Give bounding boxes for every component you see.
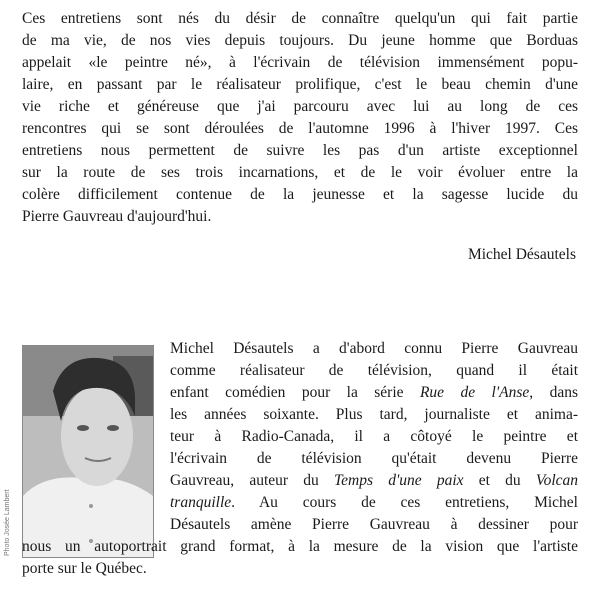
intro-line: sur la route de ses trois incarnations, et de le voir évoluer entre la (22, 164, 578, 181)
intro-line: laire, en passant par le réalisateur prolifique, c'est le beau chemin d'une (22, 76, 578, 93)
bio-line (170, 382, 578, 404)
intro-line: de ma vie, de nos vies depuis toujours. Du jeune homme que Borduas (22, 32, 578, 49)
bio-line: Désautels amène Pierre Gauvreau à dessiner pour (170, 516, 578, 533)
intro-line: entretiens nous permettent de suivre les pas d'un artiste exceptionnel (22, 142, 578, 159)
bio-line: les années soixante. Plus tard, journaliste et anima- (170, 406, 578, 423)
work-title: tranquille (170, 494, 232, 511)
intro-line: Ces entretiens sont nés du désir de connaître quelqu'un qui fait partie (22, 10, 578, 27)
intro-line: appelait «le peintre né», à l'écrivain de télévision immensément popu- (22, 54, 578, 71)
work-title: Temps d'une paix (333, 472, 464, 489)
intro-line: Pierre Gauvreau d'aujourd'hui. (22, 208, 212, 225)
photo-credit: Photo Josée Lambert (4, 489, 11, 556)
intro-line: rencontres qui se sont déroulées de l'automne 1996 à l'hiver 1997. Ces (22, 120, 578, 137)
text: Gauvreau, auteur du (170, 472, 334, 489)
intro-line: colère difficilement contenue de la jeunesse et la sagesse lucide du (22, 186, 578, 203)
bio-line (170, 492, 578, 514)
author-photo (22, 345, 154, 558)
bio-line: porte sur le Québec. (22, 560, 147, 577)
series-title: Rue de l'Anse (419, 384, 530, 401)
bio-line: comme réalisateur de télévision, quand il était (170, 362, 578, 379)
bio-line: l'écrivain de télévision qu'était devenu Pierre (170, 450, 578, 467)
intro-line: vie riche et généreuse que j'ai parcouru avec lui au long de ces (22, 98, 578, 115)
text: . Au cours de ces entretiens, Michel (231, 494, 578, 511)
bio-line: Michel Désautels a d'abord connu Pierre Gauvreau (170, 340, 578, 357)
text: et du (463, 472, 536, 489)
text: enfant comédien pour la série (170, 384, 420, 401)
bio-line: teur à Radio-Canada, il a côtoyé le peintre et (170, 428, 578, 445)
bio-line: nous un autoportrait grand format, à la mesure de la vision que l'artiste (22, 538, 578, 555)
work-title: Volcan (535, 472, 578, 489)
bio-line (170, 470, 578, 492)
signature: Michel Désautels (467, 246, 576, 263)
text: , dans (529, 384, 578, 401)
